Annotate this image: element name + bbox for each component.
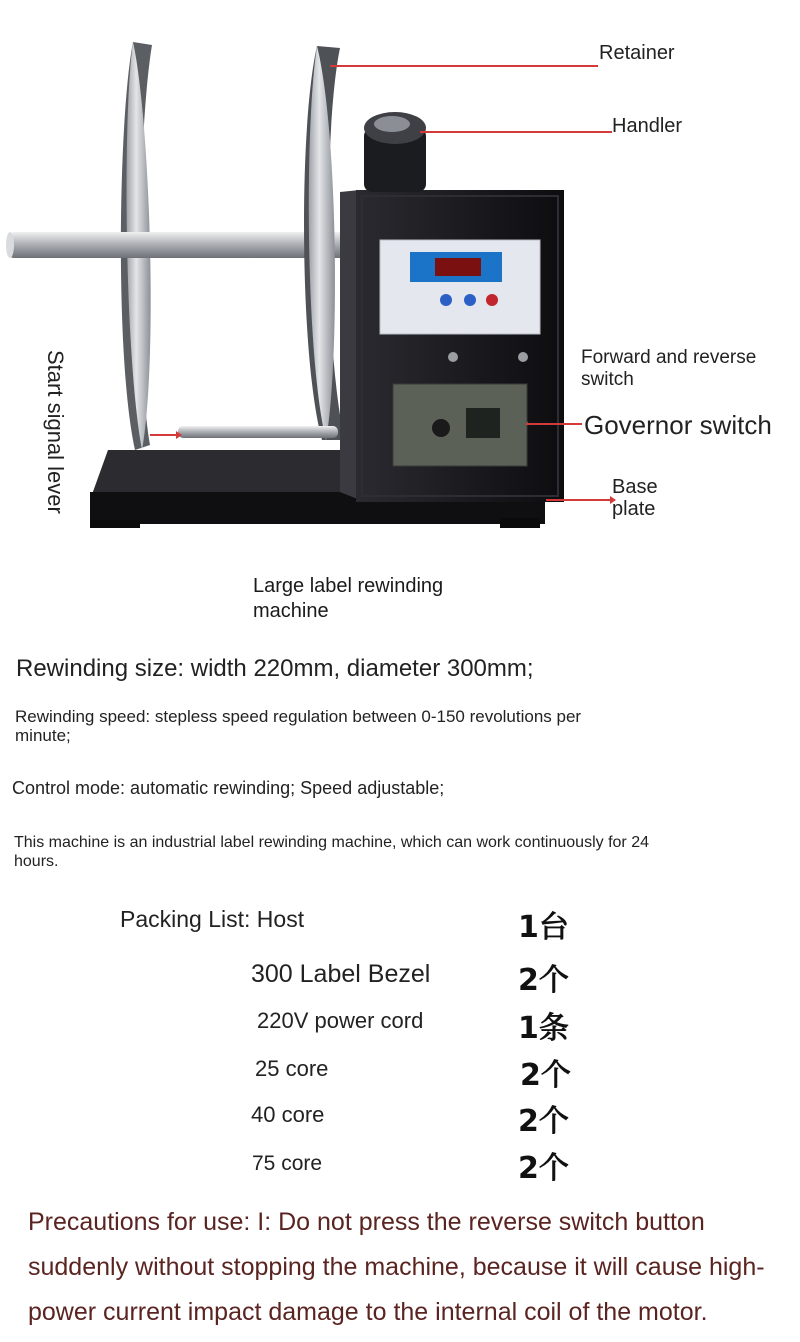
packing-item-qty: 1条 <box>518 1011 569 1046</box>
handler-knob <box>364 112 426 192</box>
start-signal-lever <box>178 426 338 438</box>
label-governor-switch: Governor switch <box>584 410 772 440</box>
spec-rewinding-size: Rewinding size: width 220mm, diameter 300mm; <box>16 655 534 682</box>
spec-control-mode: Control mode: automatic rewinding; Speed adjustable; <box>12 778 445 798</box>
label-start-signal-lever: Start signal lever <box>43 350 68 514</box>
spec-rewinding-speed: Rewinding speed: stepless speed regulation between 0-150 revolutions per minute; <box>15 707 582 745</box>
display-panel <box>380 240 540 334</box>
governor-panel <box>393 384 527 466</box>
packing-item-name: 40 core <box>251 1102 325 1127</box>
label-base-plate: Base plate <box>612 476 658 520</box>
product-caption: Large label rewinding machine <box>253 575 444 622</box>
packing-item-name: 75 core <box>252 1152 323 1175</box>
packing-item-qty: 2个 <box>520 1058 571 1093</box>
packing-item-qty: 2个 <box>518 1104 569 1139</box>
spec-description: This machine is an industrial label rewinding machine, which can work continuously for 24 hours. <box>14 834 649 870</box>
packing-list-title: Packing List: Host <box>120 906 305 932</box>
packing-item-name: 300 Label Bezel <box>251 960 431 988</box>
packing-list-title-qty: 1台 <box>518 910 569 945</box>
label-handler: Handler <box>612 115 683 137</box>
label-retainer: Retainer <box>599 42 675 64</box>
label-forward-reverse-switch: Forward and reverse switch <box>581 347 757 390</box>
packing-item-name: 25 core <box>255 1056 329 1081</box>
machine-illustration <box>0 0 800 560</box>
precautions-text: Precautions for use: I: Do not press the reverse switch button suddenly without stopping the machine, because it will cause high-power current impact damage to the internal coil of the motor. <box>28 1208 765 1326</box>
packing-item-qty: 2个 <box>518 1151 569 1186</box>
packing-item-name: 220V power cord <box>257 1008 424 1033</box>
packing-item-qty: 2个 <box>518 963 569 998</box>
